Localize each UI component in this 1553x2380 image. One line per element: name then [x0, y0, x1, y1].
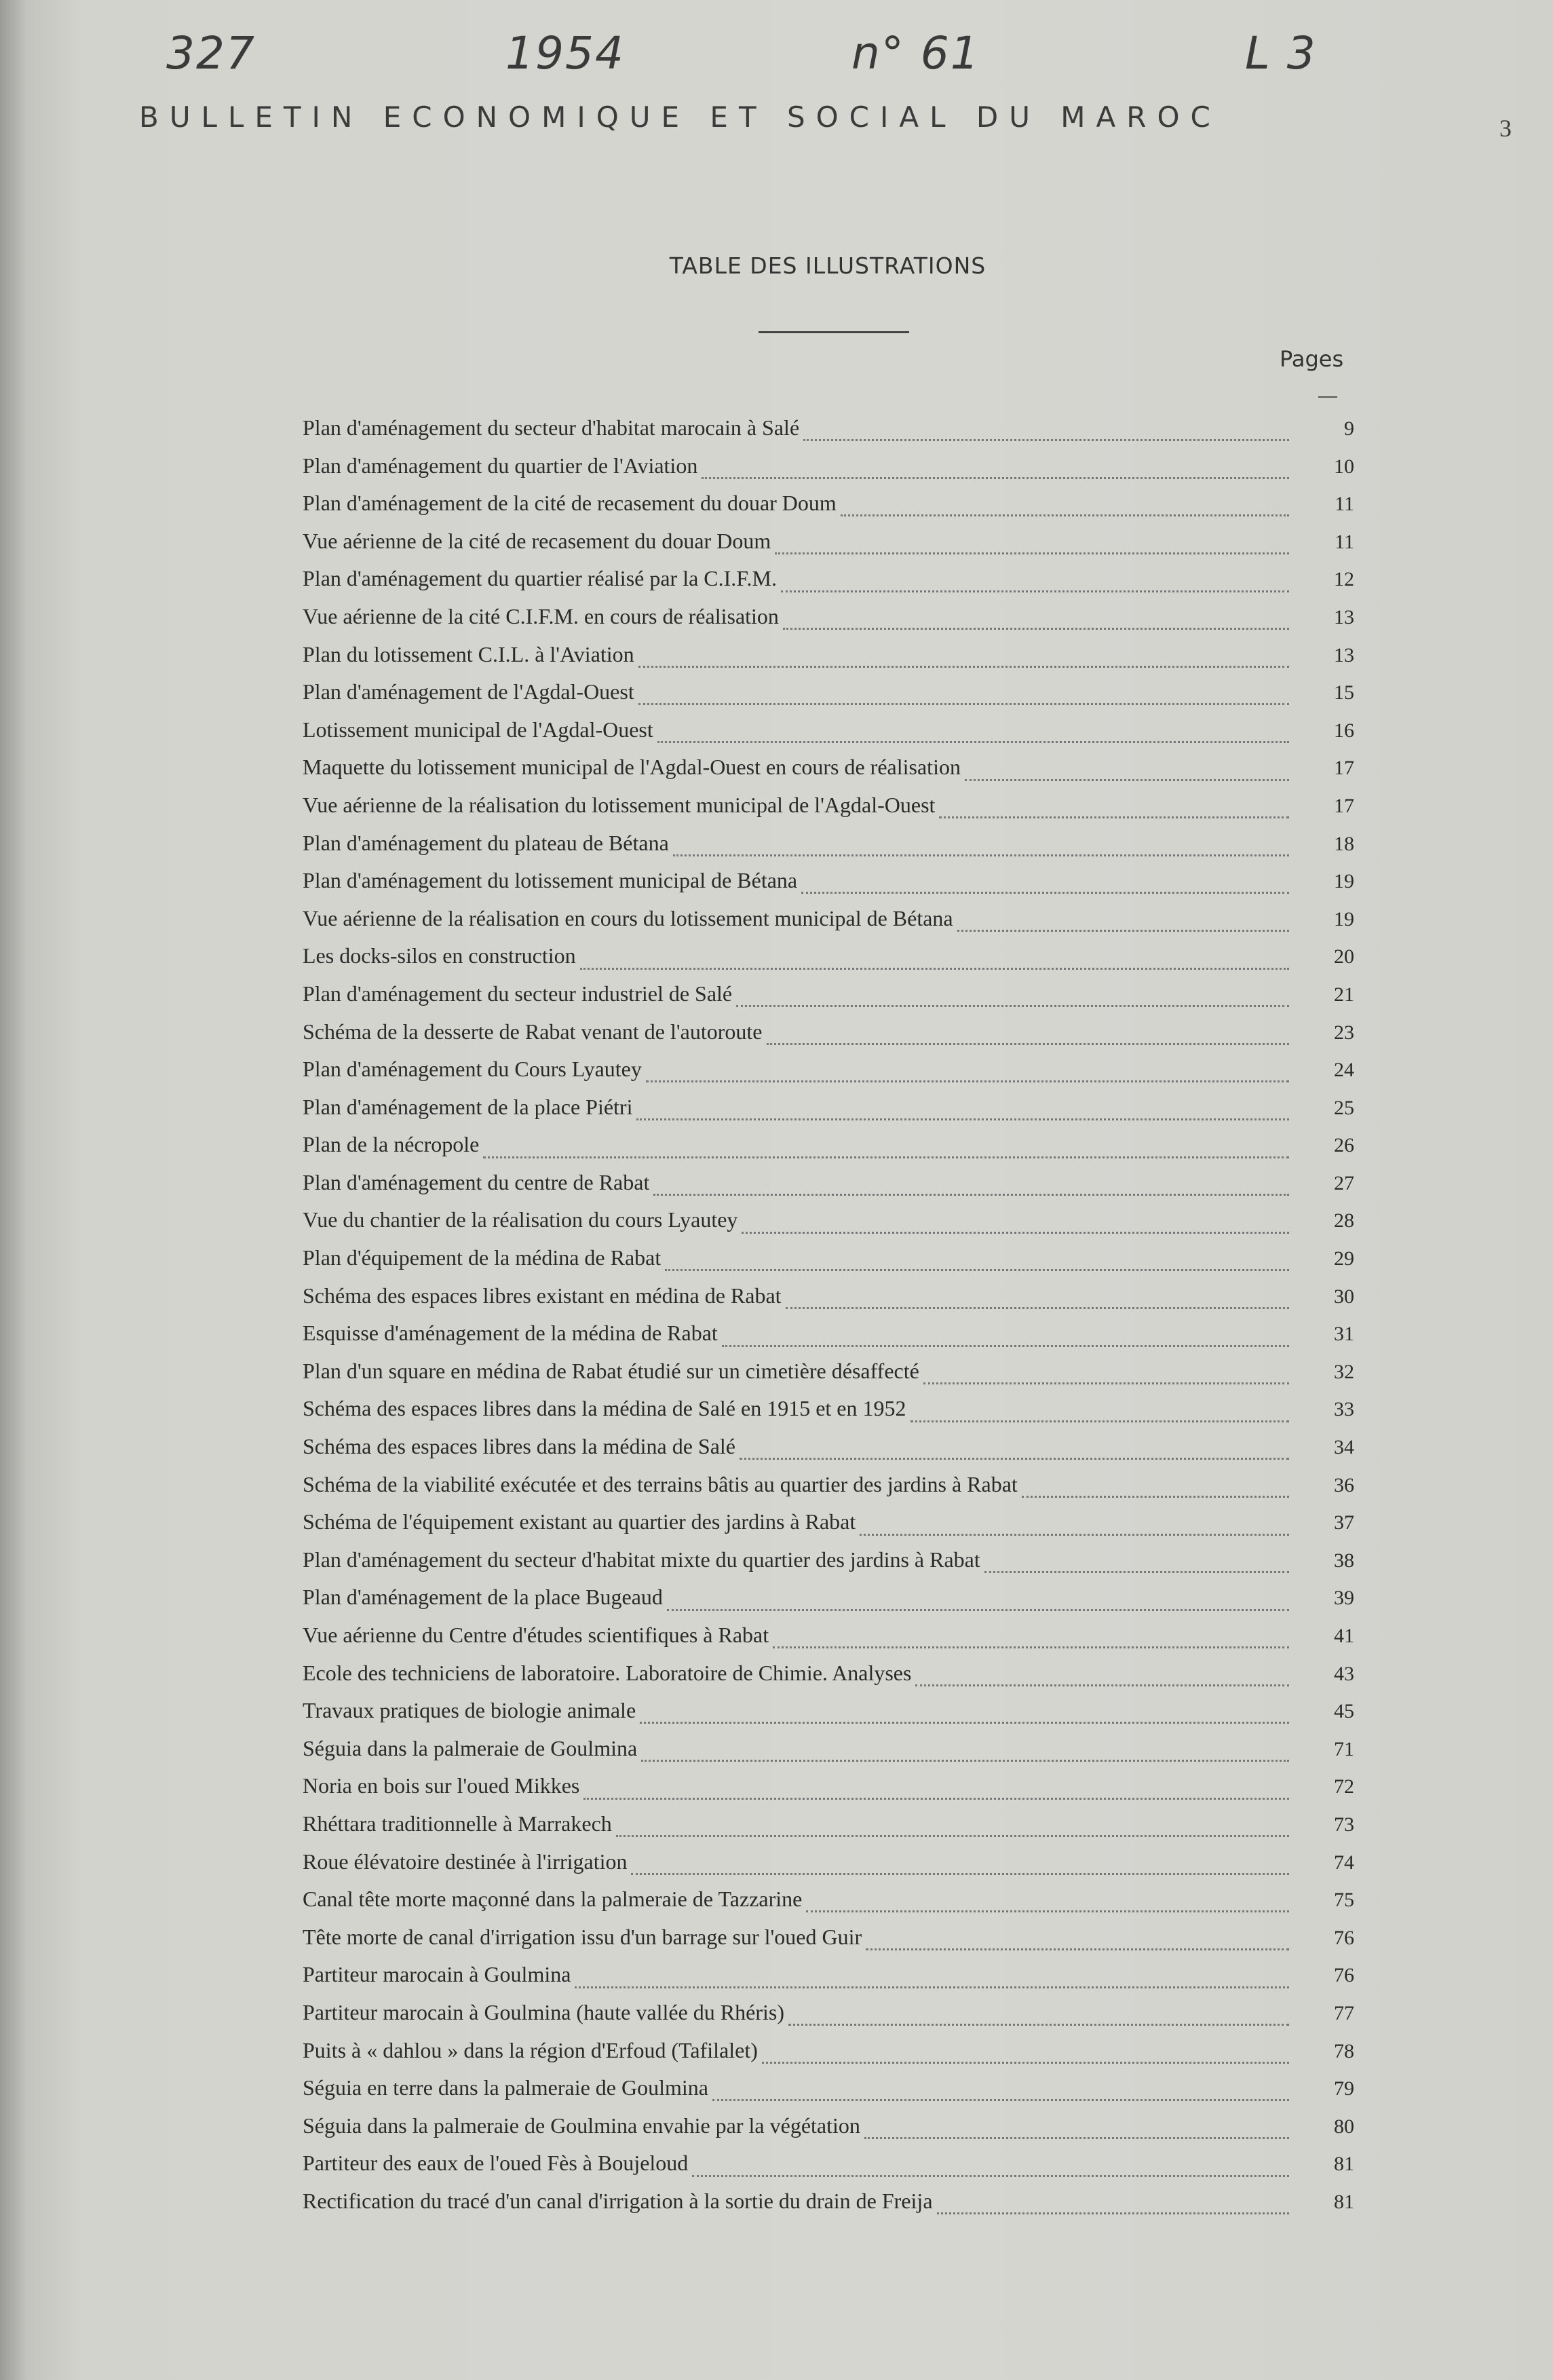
list-item — [303, 1919, 1354, 1957]
entry-title: Rhéttara traditionnelle à Marrakech — [303, 1811, 612, 1836]
dot-leader — [937, 2203, 1289, 2214]
dot-leader — [616, 1826, 1289, 1837]
dot-leader — [640, 1712, 1289, 1724]
dot-leader — [631, 1864, 1289, 1875]
entry-page: 11 — [1335, 493, 1354, 516]
dot-leader — [786, 1298, 1289, 1309]
entry-title: Schéma de l'équipement existant au quartier des jardins à Rabat — [303, 1509, 856, 1534]
entry-page: 28 — [1334, 1209, 1354, 1232]
dot-leader — [653, 1184, 1289, 1196]
entry-page: 13 — [1334, 643, 1354, 666]
entry-title: Vue aérienne de la réalisation du lotissement municipal de l'Agdal-Ouest — [303, 792, 936, 817]
entry-title: Schéma des espaces libres dans la médina de Salé — [303, 1434, 735, 1459]
dot-leader — [915, 1675, 1289, 1686]
entry-page: 16 — [1334, 719, 1354, 742]
handwritten-note: L 3 — [1245, 27, 1317, 79]
entry-title: Plan d'aménagement du centre de Rabat — [303, 1169, 650, 1194]
dot-leader — [781, 581, 1289, 592]
entry-title: Esquisse d'aménagement de la médina de Rabat — [303, 1321, 718, 1346]
dot-leader — [841, 505, 1289, 516]
pages-dash — [1318, 396, 1337, 398]
dot-leader — [910, 1411, 1290, 1422]
entry-title: Plan d'aménagement du quartier de l'Aviation — [303, 453, 698, 478]
list-item — [303, 1239, 1354, 1277]
list-item — [303, 900, 1354, 938]
entry-title: Plan d'aménagement du quartier réalisé par la C.I.F.M. — [303, 566, 777, 591]
list-item — [303, 1428, 1354, 1466]
entry-page: 34 — [1334, 1436, 1354, 1459]
dot-leader — [657, 732, 1289, 743]
entry-page: 15 — [1334, 681, 1354, 704]
dot-leader — [702, 468, 1289, 479]
entry-page: 12 — [1334, 568, 1354, 591]
entry-page: 20 — [1334, 945, 1354, 968]
dot-leader — [483, 1147, 1289, 1158]
entry-title: Tête morte de canal d'irrigation issu d'un barrage sur l'oued Guir — [303, 1924, 862, 1949]
dot-leader — [984, 1562, 1289, 1573]
list-item — [303, 1277, 1354, 1315]
entry-title: Schéma de la desserte de Rabat venant de l'autoroute — [303, 1019, 763, 1044]
dot-leader — [783, 618, 1289, 630]
dot-leader — [636, 1109, 1289, 1120]
list-item — [303, 1466, 1354, 1504]
dot-leader — [575, 1977, 1289, 1988]
entry-title: Partiteur des eaux de l'oued Fès à Boujeloud — [303, 2151, 689, 2176]
entry-page: 19 — [1334, 907, 1354, 930]
dot-leader — [641, 1750, 1289, 1762]
entry-title: Noria en bois sur l'oued Mikkes — [303, 1773, 580, 1798]
dot-leader — [712, 2090, 1289, 2101]
entry-title: Schéma de la viabilité exécutée et des terrains bâtis au quartier des jardins à Rabat — [303, 1471, 1018, 1496]
entry-title: Travaux pratiques de biologie animale — [303, 1698, 636, 1723]
entry-page: 41 — [1334, 1625, 1354, 1647]
list-item — [303, 1692, 1354, 1730]
list-item — [303, 787, 1354, 825]
entry-title: Plan d'aménagement du secteur industriel de Salé — [303, 981, 733, 1006]
dot-leader — [767, 1034, 1290, 1045]
entry-page: 80 — [1334, 2115, 1354, 2138]
dot-leader — [742, 1222, 1289, 1234]
entry-page: 78 — [1334, 2039, 1354, 2062]
entry-title: Séguia en terre dans la palmeraie de Goulmina — [303, 2075, 708, 2100]
list-item — [303, 447, 1354, 485]
entry-title: Plan du lotissement C.I.L. à l'Aviation — [303, 641, 634, 666]
entry-title: Roue élévatoire destinée à l'irrigation — [303, 1849, 628, 1874]
list-item — [303, 2145, 1354, 2183]
dot-leader — [646, 1071, 1289, 1082]
entry-title: Schéma des espaces libres dans la médina de Salé en 1915 et en 1952 — [303, 1396, 906, 1421]
dot-leader — [580, 958, 1289, 970]
list-item — [303, 975, 1354, 1013]
entry-title: Maquette du lotissement municipal de l'Agdal-Ouest en cours de réalisation — [303, 755, 961, 780]
list-item — [303, 1805, 1354, 1843]
entry-page: 10 — [1334, 455, 1354, 478]
entry-title: Plan d'aménagement du secteur d'habitat mixte du quartier des jardins à Rabat — [303, 1547, 980, 1572]
entry-title: Ecole des techniciens de laboratoire. Laboratoire de Chimie. Analyses — [303, 1660, 912, 1685]
entry-page: 26 — [1334, 1134, 1354, 1157]
dot-leader — [801, 882, 1289, 894]
title-rule — [759, 331, 909, 333]
entry-title: Plan d'aménagement de la place Bugeaud — [303, 1585, 663, 1610]
list-item — [303, 2032, 1354, 2070]
entry-page: 76 — [1334, 1964, 1354, 1987]
handwritten-note: 1954 — [505, 27, 625, 79]
list-item — [303, 2183, 1354, 2221]
entry-title: Puits à « dahlou » dans la région d'Erfoud (Tafilalet) — [303, 2037, 758, 2062]
entry-page: 74 — [1334, 1851, 1354, 1874]
entry-page: 75 — [1334, 1889, 1354, 1912]
entry-title: Partiteur marocain à Goulmina — [303, 1962, 571, 1987]
dot-leader — [1022, 1486, 1289, 1498]
list-item — [303, 1541, 1354, 1579]
entry-title: Plan d'aménagement de l'Agdal-Ouest — [303, 679, 634, 704]
dot-leader — [673, 845, 1289, 856]
list-item — [303, 1579, 1354, 1617]
entry-page: 27 — [1334, 1171, 1354, 1194]
dot-leader — [692, 2166, 1289, 2177]
list-item — [303, 711, 1354, 749]
dot-leader — [864, 2128, 1289, 2139]
list-item — [303, 1994, 1354, 2032]
dot-leader — [736, 996, 1289, 1007]
entry-title: Séguia dans la palmeraie de Goulmina envahie par la végétation — [303, 2113, 860, 2138]
entry-page: 18 — [1334, 832, 1354, 855]
dot-leader — [939, 807, 1289, 818]
entry-title: Vue aérienne de la cité C.I.F.M. en cours de réalisation — [303, 603, 779, 628]
page-number: 3 — [1499, 115, 1512, 142]
list-item — [303, 1013, 1354, 1051]
entry-title: Séguia dans la palmeraie de Goulmina — [303, 1735, 638, 1760]
entry-title: Plan d'aménagement du lotissement municipal de Bétana — [303, 868, 798, 893]
entry-page: 11 — [1335, 530, 1354, 553]
entry-page: 77 — [1334, 2001, 1354, 2024]
dot-leader — [740, 1448, 1289, 1460]
dot-leader — [773, 1637, 1289, 1648]
list-item — [303, 1126, 1354, 1164]
entry-page: 37 — [1334, 1511, 1354, 1534]
entry-page: 17 — [1334, 794, 1354, 817]
list-item — [303, 1730, 1354, 1768]
entry-title: Schéma des espaces libres existant en médina de Rabat — [303, 1283, 782, 1308]
dot-leader — [665, 1260, 1289, 1271]
list-item — [303, 1881, 1354, 1919]
entry-title: Vue aérienne du Centre d'études scientifiques à Rabat — [303, 1623, 769, 1647]
entry-page: 13 — [1334, 605, 1354, 628]
list-item — [303, 1956, 1354, 1994]
entry-title: Partiteur marocain à Goulmina (haute vallée du Rhéris) — [303, 1999, 784, 2024]
entry-page: 45 — [1334, 1700, 1354, 1723]
list-item — [303, 1655, 1354, 1693]
list-item — [303, 2107, 1354, 2145]
dot-leader — [957, 920, 1289, 932]
list-item — [303, 1051, 1354, 1089]
list-item — [303, 598, 1354, 636]
entry-page: 32 — [1334, 1360, 1354, 1383]
entry-title: Plan d'aménagement du plateau de Bétana — [303, 830, 669, 855]
entry-page: 39 — [1334, 1587, 1354, 1610]
entry-title: Vue du chantier de la réalisation du cours Lyautey — [303, 1207, 738, 1232]
pages-column-label: Pages — [1280, 346, 1344, 372]
entry-title: Plan d'un square en médina de Rabat étudié sur un cimetière désaffecté — [303, 1358, 919, 1383]
dot-leader — [965, 770, 1289, 781]
page-title: TABLE DES ILLUSTRATIONS — [669, 252, 986, 279]
entry-title: Plan d'équipement de la médina de Rabat — [303, 1245, 662, 1270]
entry-page: 79 — [1334, 2077, 1354, 2100]
entry-title: Plan de la nécropole — [303, 1132, 480, 1157]
list-item — [303, 749, 1354, 787]
entry-title: Lotissement municipal de l'Agdal-Ouest — [303, 717, 653, 742]
dot-leader — [803, 430, 1289, 441]
entry-page: 72 — [1334, 1775, 1354, 1798]
entry-page: 21 — [1334, 983, 1354, 1006]
list-item — [303, 409, 1354, 447]
list-item — [303, 862, 1354, 900]
entry-title: Plan d'aménagement du secteur d'habitat marocain à Salé — [303, 415, 800, 440]
list-item — [303, 523, 1354, 561]
entry-page: 17 — [1334, 757, 1354, 780]
list-item — [303, 1201, 1354, 1239]
list-item — [303, 485, 1354, 523]
list-item — [303, 560, 1354, 598]
entry-title: Plan d'aménagement de la place Piétri — [303, 1094, 633, 1119]
entry-page: 81 — [1334, 2190, 1354, 2213]
list-item — [303, 1843, 1354, 1881]
journal-header: BULLETIN ECONOMIQUE ET SOCIAL DU MAROC — [139, 100, 1221, 134]
list-item — [303, 1315, 1354, 1353]
entry-page: 33 — [1334, 1398, 1354, 1421]
illustration-list — [303, 409, 1354, 2221]
list-item — [303, 673, 1354, 711]
dot-leader — [638, 656, 1289, 668]
handwritten-note: n° 61 — [851, 27, 980, 79]
entry-title: Plan d'aménagement de la cité de recasement du douar Doum — [303, 491, 837, 516]
dot-leader — [860, 1524, 1289, 1536]
entry-title: Les docks-silos en construction — [303, 943, 576, 968]
entry-page: 29 — [1334, 1247, 1354, 1270]
list-item — [303, 1503, 1354, 1541]
dot-leader — [806, 1901, 1289, 1912]
list-item — [303, 937, 1354, 975]
dot-leader — [866, 1939, 1289, 1950]
list-item — [303, 1617, 1354, 1655]
list-item — [303, 2069, 1354, 2107]
handwritten-note: 327 — [166, 27, 256, 79]
entry-page: 76 — [1334, 1926, 1354, 1949]
dot-leader — [762, 2052, 1289, 2064]
entry-page: 71 — [1334, 1737, 1354, 1760]
list-item — [303, 1089, 1354, 1127]
entry-title: Canal tête morte maçonné dans la palmeraie de Tazzarine — [303, 1887, 803, 1912]
entry-page: 73 — [1334, 1813, 1354, 1836]
dot-leader — [722, 1336, 1289, 1347]
entry-title: Vue aérienne de la réalisation en cours du lotissement municipal de Bétana — [303, 905, 953, 930]
entry-page: 23 — [1334, 1021, 1354, 1044]
entry-title: Plan d'aménagement du Cours Lyautey — [303, 1057, 642, 1082]
entry-page: 38 — [1334, 1549, 1354, 1572]
entry-page: 19 — [1334, 870, 1354, 893]
dot-leader — [775, 543, 1289, 554]
dot-leader — [667, 1600, 1289, 1611]
dot-leader — [788, 2014, 1289, 2026]
entry-page: 24 — [1334, 1059, 1354, 1082]
list-item — [303, 825, 1354, 863]
list-item — [303, 1353, 1354, 1391]
dot-leader — [638, 694, 1289, 705]
list-item — [303, 1767, 1354, 1805]
entry-title: Vue aérienne de la cité de recasement du douar Doum — [303, 528, 771, 553]
list-item — [303, 1390, 1354, 1428]
entry-page: 30 — [1334, 1285, 1354, 1308]
entry-page: 43 — [1334, 1662, 1354, 1685]
entry-page: 31 — [1334, 1323, 1354, 1346]
list-item — [303, 1164, 1354, 1202]
entry-page: 81 — [1334, 2153, 1354, 2176]
dot-leader — [583, 1788, 1289, 1800]
entry-page: 9 — [1344, 417, 1354, 440]
entry-title: Rectification du tracé d'un canal d'irrigation à la sortie du drain de Freija — [303, 2188, 933, 2213]
dot-leader — [923, 1373, 1289, 1384]
entry-page: 25 — [1334, 1096, 1354, 1119]
list-item — [303, 636, 1354, 674]
entry-page: 36 — [1334, 1473, 1354, 1496]
